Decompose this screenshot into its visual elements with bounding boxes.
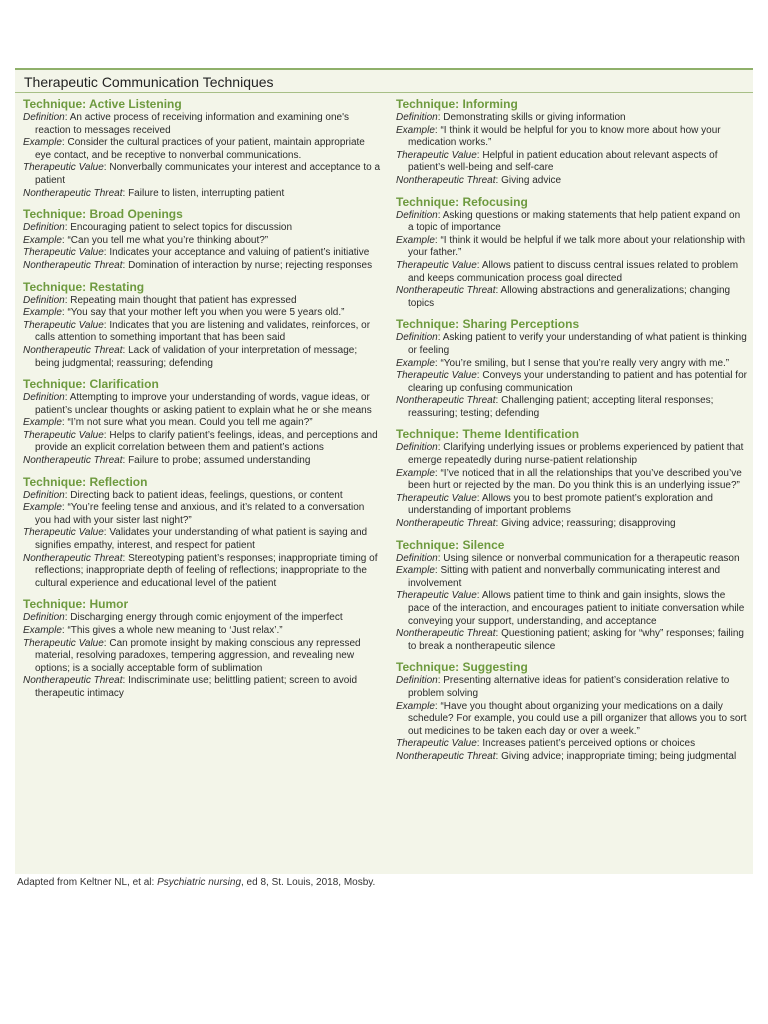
- definition-label: Definition: [23, 489, 65, 501]
- technique-value: Therapeutic Value: Helpful in patient education about relevant aspects of patient’s well-being and self-care: [396, 149, 718, 174]
- technique-example: Example: Consider the cultural practices of your patient, maintain appropriate eye contact, and be receptive to nonverbal communications.: [23, 137, 365, 161]
- value-text: Allows patient to discuss central issues related to problem and keeps communication process goal directed: [408, 259, 739, 284]
- definition-label: Definition: [396, 209, 438, 221]
- example-text: “You’re feeling tense and anxious, and it’s related to a conversation you had with your sister last night?”: [35, 502, 365, 526]
- value-text: Helpful in patient education about relevant aspects of patient’s well-being and self-care: [408, 149, 718, 174]
- value-label: Therapeutic Value: [23, 429, 104, 441]
- technique-value: Therapeutic Value: Allows you to best promote patient’s exploration and understanding of important problems: [396, 492, 713, 517]
- threat-text: Giving advice; inappropriate timing; being judgmental: [501, 750, 737, 762]
- technique-value: Therapeutic Value: Can promote insight by making conscious any repressed material, resolving paradoxes, tempering aggression, and revealing new options; is a socially acceptable form of sublimation: [23, 637, 361, 674]
- definition-text: Directing back to patient ideas, feelings, questions, or content: [70, 489, 343, 501]
- technique-threat: Nontherapeutic Threat: Giving advice; reassuring; disapproving: [396, 518, 676, 530]
- panel-title: Therapeutic Communication Techniques: [24, 74, 274, 90]
- threat-label: Nontherapeutic Threat: [396, 395, 496, 407]
- technique-value: Therapeutic Value: Helps to clarify patient’s feelings, ideas, and perceptions and provide an explicit correlation between them and patient’s actions: [23, 429, 378, 454]
- technique-definition: Definition: Clarifying underlying issues or problems experienced by patient that emerge repeatedly during nurse-patient relationship: [396, 442, 744, 467]
- definition-label: Definition: [396, 112, 438, 123]
- example-text: Consider the cultural practices of your patient, maintain appropriate eye contact, and be receptive to nonverbal communications.: [35, 137, 365, 161]
- definition-label: Definition: [396, 442, 438, 454]
- example-label: Example: [396, 234, 435, 246]
- technique-block: [23, 377, 381, 468]
- example-label: Example: [23, 625, 62, 636]
- source-book-title: Psychiatric nursing: [157, 877, 241, 888]
- example-text: Sitting with patient and nonverbally communicating interest and involvement: [408, 565, 721, 589]
- technique-example: Example: “This gives a whole new meaning to ‘Just relax’.”: [23, 625, 283, 636]
- value-text: Nonverbally communicates your interest and acceptance to a patient: [35, 162, 381, 186]
- technique-example: Example: “I think it would be helpful for you to know more about how your medication works.”: [396, 124, 721, 149]
- value-label: Therapeutic Value: [396, 590, 477, 602]
- threat-label: Nontherapeutic Threat: [396, 285, 496, 297]
- technique-threat: Nontherapeutic Threat: Stereotyping patient’s responses; inappropriate timing of reflections; inappropriate depth of feeling of reflections; inappropriate to the cultural experience and educational level of the patient: [23, 552, 378, 589]
- value-text: Helps to clarify patient’s feelings, ideas, and perceptions and provide an explicit correlation between them and patient’s actions: [35, 429, 378, 454]
- technique-example: Example: “Have you thought about organizing your medications on a daily schedule? For example, you could use a pill organizer that allows you to sort out medicines to be taken each day or over a week.”: [396, 700, 747, 737]
- definition-label: Definition: [23, 392, 65, 404]
- techniques-panel: [15, 68, 753, 874]
- value-label: Therapeutic Value: [396, 149, 477, 161]
- value-text: Conveys your understanding to patient and has potential for clearing up confusing communication: [408, 370, 747, 394]
- technique-threat: Nontherapeutic Threat: Challenging patient; accepting literal responses; reassuring; testing; defending: [396, 395, 714, 419]
- threat-label: Nontherapeutic Threat: [396, 750, 496, 762]
- threat-text: Stereotyping patient’s responses; inappropriate timing of reflections; inappropriate depth of feeling of reflections; inappropriate to the cultural experience and educational level of the patient: [35, 552, 378, 589]
- value-text: Allows patient time to think and gain insights, slows the pace of the interaction, and encourages patient to initiate conversation while conveying your support, understanding, and acceptance: [408, 590, 745, 627]
- technique-example: Example: “I think it would be helpful if we talk more about your relationship with your father.”: [396, 234, 746, 259]
- technique-example: Example: “I’ve noticed that in all the relationships that you’ve described you’ve been hurt or rejected by the man. Do you think this is an underlying issue?”: [396, 467, 742, 492]
- source-citation: [17, 877, 375, 888]
- technique-title: Technique: Active Listening: [23, 97, 182, 111]
- technique-value: Therapeutic Value: Validates your understanding of what patient is saying and signifies empathy, interest, and respect for patient: [23, 527, 368, 552]
- technique-value: Therapeutic Value: Allows patient to discuss central issues related to problem and keeps communication process goal directed: [396, 259, 739, 284]
- technique-definition: Definition: Demonstrating skills or giving information: [396, 112, 626, 123]
- definition-label: Definition: [396, 332, 438, 344]
- technique-definition: Definition: Presenting alternative ideas for patient’s consideration relative to problem solving: [396, 675, 730, 699]
- threat-label: Nontherapeutic Threat: [396, 628, 496, 640]
- definition-label: Definition: [23, 112, 65, 123]
- definition-text: Asking patient to verify your understanding of what patient is thinking or feeling: [408, 332, 747, 356]
- example-label: Example: [23, 234, 62, 246]
- threat-text: Domination of interaction by nurse; rejecting responses: [128, 259, 373, 271]
- threat-label: Nontherapeutic Threat: [23, 344, 123, 356]
- example-text: “You say that your mother left you when you were 5 years old.”: [67, 307, 345, 319]
- example-label: Example: [396, 467, 435, 479]
- value-text: Increases patient’s perceived options or choices: [482, 738, 696, 750]
- right-column: [396, 97, 748, 771]
- example-text: “I’ve noticed that in all the relationships that you’ve described you’ve been hurt or rejected by the man. Do you think this is an underlying issue?”: [408, 467, 742, 492]
- definition-label: Definition: [23, 612, 65, 624]
- technique-value: Therapeutic Value: Increases patient’s perceived options or choices: [396, 738, 696, 750]
- value-label: Therapeutic Value: [396, 492, 477, 504]
- value-text: Indicates your acceptance and valuing of patient’s initiative: [109, 247, 370, 259]
- value-label: Therapeutic Value: [396, 738, 477, 750]
- value-label: Therapeutic Value: [23, 527, 104, 539]
- technique-example: Example: “You’re feeling tense and anxious, and it’s related to a conversation you had with your sister last night?”: [23, 502, 365, 526]
- definition-text: Encouraging patient to select topics for discussion: [70, 222, 293, 234]
- technique-definition: Definition: Attempting to improve your understanding of words, vague ideas, or patient’s unclear thoughts or asking patient to explain what he or she means: [23, 392, 372, 416]
- definition-label: Definition: [23, 222, 65, 234]
- technique-threat: Nontherapeutic Threat: Failure to probe; assumed understanding: [23, 455, 311, 467]
- value-label: Therapeutic Value: [23, 247, 104, 259]
- value-label: Therapeutic Value: [23, 637, 104, 649]
- technique-title: Technique: Suggesting: [396, 660, 528, 675]
- example-text: “I’m not sure what you mean. Could you tell me again?”: [67, 417, 313, 429]
- technique-block: [23, 97, 381, 200]
- technique-threat: Nontherapeutic Threat: Giving advice: [396, 174, 562, 186]
- technique-block: [396, 660, 748, 763]
- value-label: Therapeutic Value: [396, 259, 477, 271]
- example-label: Example: [23, 307, 62, 319]
- source-suffix: , ed 8, St. Louis, 2018, Mosby.: [241, 877, 376, 888]
- technique-block: [396, 195, 748, 311]
- example-text: “Have you thought about organizing your medications on a daily schedule? For example, you could use a pill organizer that allows you to sort out medicines to be taken each day or over a week.”: [408, 700, 747, 737]
- definition-text: Discharging energy through comic enjoyment of the imperfect: [70, 612, 343, 624]
- definition-text: Repeating main thought that patient has expressed: [70, 294, 297, 306]
- technique-threat: Nontherapeutic Threat: Failure to listen, interrupting patient: [23, 187, 285, 199]
- technique-title: Technique: Humor: [23, 597, 129, 612]
- example-text: “I think it would be helpful if we talk more about your relationship with your father.”: [408, 234, 746, 259]
- technique-block: [396, 97, 748, 188]
- value-label: Therapeutic Value: [396, 370, 477, 382]
- technique-title: Technique: Clarification: [23, 377, 159, 392]
- technique-definition: Definition: An active process of receiving information and examining one's reaction to messages received: [23, 112, 350, 136]
- example-text: “I think it would be helpful for you to know more about how your medication works.”: [408, 124, 721, 149]
- source-prefix: Adapted from Keltner NL, et al:: [17, 877, 158, 888]
- threat-text: Allowing abstractions and generalizations; changing topics: [408, 285, 731, 309]
- value-text: Indicates that you are listening and validates, reinforces, or calls attention to something important that has been said: [35, 319, 371, 344]
- technique-title: Technique: Refocusing: [396, 194, 528, 209]
- threat-text: Challenging patient; accepting literal responses; reassuring; testing; defending: [408, 395, 714, 419]
- example-label: Example: [396, 357, 435, 369]
- technique-title: Technique: Sharing Perceptions: [396, 317, 580, 332]
- title-divider: [15, 92, 753, 93]
- technique-block: [23, 207, 381, 272]
- definition-text: Using silence or nonverbal communication for a therapeutic reason: [443, 552, 740, 564]
- value-text: Can promote insight by making conscious any repressed material, resolving paradoxes, tempering aggression, and revealing new options; is a socially acceptable form of sublimation: [35, 637, 361, 674]
- technique-title: Technique: Restating: [23, 279, 145, 294]
- definition-label: Definition: [23, 294, 65, 306]
- technique-example: Example: “You’re smiling, but I sense that you’re really very angry with me.”: [396, 357, 730, 369]
- technique-definition: Definition: Repeating main thought that patient has expressed: [23, 294, 297, 306]
- value-label: Therapeutic Value: [23, 319, 104, 331]
- technique-block: [396, 317, 748, 420]
- technique-example: Example: “Can you tell me what you’re thinking about?”: [23, 234, 269, 246]
- technique-definition: Definition: Encouraging patient to select topics for discussion: [23, 222, 293, 234]
- technique-block: [23, 475, 381, 591]
- threat-text: Failure to probe; assumed understanding: [128, 455, 311, 467]
- technique-value: Therapeutic Value: Indicates that you are listening and validates, reinforces, or calls attention to something important that has been said: [23, 319, 371, 344]
- value-label: Therapeutic Value: [23, 162, 104, 174]
- technique-threat: Nontherapeutic Threat: Domination of interaction by nurse; rejecting responses: [23, 259, 373, 271]
- example-label: Example: [396, 124, 435, 136]
- technique-block: [396, 538, 748, 654]
- technique-definition: Definition: Asking questions or making statements that help patient expand on a topic of importance: [396, 209, 741, 234]
- technique-title: Technique: Informing: [396, 97, 518, 111]
- threat-label: Nontherapeutic Threat: [23, 455, 123, 467]
- definition-label: Definition: [396, 675, 438, 687]
- threat-text: Questioning patient; asking for “why” responses; failing to break a nontherapeutic silence: [408, 628, 744, 652]
- technique-definition: Definition: Discharging energy through comic enjoyment of the imperfect: [23, 612, 343, 624]
- technique-definition: Definition: Asking patient to verify your understanding of what patient is thinking or feeling: [396, 332, 747, 356]
- value-text: Allows you to best promote patient’s exploration and understanding of important problems: [408, 492, 713, 517]
- technique-value: Therapeutic Value: Nonverbally communicates your interest and acceptance to a patient: [23, 162, 381, 186]
- technique-example: Example: “You say that your mother left you when you were 5 years old.”: [23, 307, 345, 319]
- value-text: Validates your understanding of what patient is saying and signifies empathy, interest, and respect for patient: [35, 527, 368, 552]
- threat-label: Nontherapeutic Threat: [396, 174, 496, 186]
- definition-text: Clarifying underlying issues or problems experienced by patient that emerge repeatedly during nurse-patient relationship: [408, 442, 744, 467]
- technique-example: Example: Sitting with patient and nonverbally communicating interest and involvement: [396, 565, 721, 589]
- technique-block: [23, 280, 381, 371]
- example-label: Example: [23, 417, 62, 429]
- definition-text: An active process of receiving information and examining one's reaction to messages received: [35, 112, 350, 136]
- technique-block: [23, 597, 381, 700]
- definition-text: Demonstrating skills or giving information: [443, 112, 626, 123]
- technique-value: Therapeutic Value: Indicates your acceptance and valuing of patient’s initiative: [23, 247, 370, 259]
- example-text: “You’re smiling, but I sense that you’re really very angry with me.”: [440, 357, 730, 369]
- example-label: Example: [23, 502, 62, 514]
- threat-text: Giving advice; reassuring; disapproving: [501, 518, 676, 530]
- technique-block: [396, 427, 748, 530]
- definition-text: Attempting to improve your understanding of words, vague ideas, or patient’s unclear thoughts or asking patient to explain what he or she means: [35, 392, 372, 416]
- threat-label: Nontherapeutic Threat: [23, 675, 123, 687]
- technique-definition: Definition: Directing back to patient ideas, feelings, questions, or content: [23, 489, 343, 501]
- threat-text: Giving advice: [501, 174, 562, 186]
- technique-title: Technique: Silence: [396, 537, 505, 552]
- threat-label: Nontherapeutic Threat: [23, 187, 123, 199]
- definition-label: Definition: [396, 552, 438, 564]
- definition-text: Presenting alternative ideas for patient’s consideration relative to problem solving: [408, 675, 730, 699]
- threat-text: Indiscriminate use; belittling patient; screen to avoid therapeutic intimacy: [35, 675, 358, 699]
- technique-title: Technique: Reflection: [23, 474, 148, 489]
- left-column: [23, 97, 381, 708]
- example-text: “Can you tell me what you’re thinking about?”: [67, 234, 269, 246]
- technique-title: Technique: Broad Openings: [23, 207, 183, 222]
- technique-threat: Nontherapeutic Threat: Lack of validation of your interpretation of message; being judgmental; reassuring; defending: [23, 344, 358, 369]
- example-label: Example: [396, 700, 435, 712]
- threat-label: Nontherapeutic Threat: [396, 518, 496, 530]
- technique-title: Technique: Theme Identification: [396, 427, 580, 442]
- threat-text: Failure to listen, interrupting patient: [128, 187, 285, 199]
- example-text: “This gives a whole new meaning to ‘Just relax’.”: [67, 625, 283, 636]
- technique-threat: Nontherapeutic Threat: Allowing abstractions and generalizations; changing topics: [396, 285, 731, 309]
- definition-text: Asking questions or making statements that help patient expand on a topic of importance: [408, 209, 741, 234]
- technique-threat: Nontherapeutic Threat: Giving advice; inappropriate timing; being judgmental: [396, 750, 737, 762]
- technique-value: Therapeutic Value: Allows patient time to think and gain insights, slows the pace of the interaction, and encourages patient to initiate conversation while conveying your support, understanding, and acceptance: [396, 590, 745, 627]
- example-label: Example: [23, 137, 62, 149]
- technique-threat: Nontherapeutic Threat: Questioning patient; asking for “why” responses; failing to break a nontherapeutic silence: [396, 628, 744, 652]
- technique-definition: Definition: Using silence or nonverbal communication for a therapeutic reason: [396, 552, 740, 564]
- example-label: Example: [396, 565, 435, 577]
- technique-threat: Nontherapeutic Threat: Indiscriminate use; belittling patient; screen to avoid therapeutic intimacy: [23, 675, 358, 699]
- threat-label: Nontherapeutic Threat: [23, 552, 123, 564]
- technique-example: Example: “I’m not sure what you mean. Could you tell me again?”: [23, 417, 313, 429]
- technique-value: Therapeutic Value: Conveys your understanding to patient and has potential for clearing up confusing communication: [396, 370, 747, 394]
- threat-text: Lack of validation of your interpretation of message; being judgmental; reassuring; defending: [35, 344, 358, 369]
- threat-label: Nontherapeutic Threat: [23, 259, 123, 271]
